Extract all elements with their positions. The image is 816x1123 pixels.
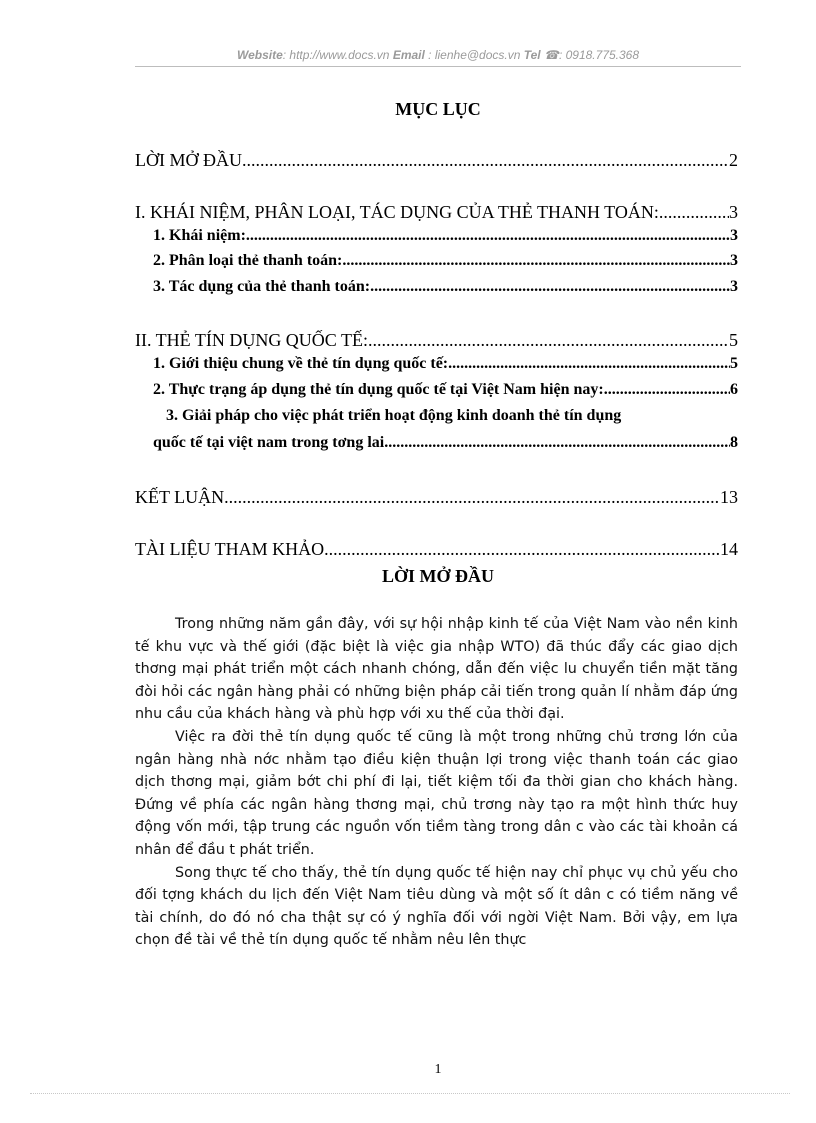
toc-entry-1-2[interactable]: 2. Phân loại thẻ thanh toán: ..... 3 <box>153 252 738 270</box>
toc-entry-2-2[interactable]: 2. Thực trạng áp dụng thẻ tín dụng quốc tế tại Việt Nam hiện nay: ..... 6 <box>153 381 738 399</box>
tel-label: Tel <box>523 48 541 62</box>
email-label: Email <box>392 48 425 62</box>
toc-leader <box>368 330 729 351</box>
page-number: 1 <box>434 1062 442 1077</box>
toc-leader <box>370 278 730 296</box>
tel-value: ☎: 0918.775.368 <box>544 48 640 62</box>
toc-leader <box>224 487 720 508</box>
toc-leader <box>242 150 729 171</box>
email-value: : lienhe@docs.vn <box>428 48 521 62</box>
toc-leader <box>604 381 730 399</box>
website-value: : http://www.docs.vn <box>282 48 390 62</box>
toc-leader <box>324 539 720 560</box>
paragraph: Việc ra đời thẻ tín dụng quốc tế cũng là một trong những chủ trơng lớn của ngân hàng nhà nớc nhằm tạo điều kiện thuận lợi trong việc thanh toán các giao dịch thơng mại, giảm bớt chi phí đi lại, tiết kiệm tối đa thời gian cho khách hàng. Đứng về phía các ngân hàng thơng mại, chủ trơng này tạo ra một hình thức huy động vốn mới, tập trung các nguồn vốn tiềm tàng trong dân c vào các tài khoản cá nhân để đầu t phát triển. <box>135 728 738 858</box>
toc-entry-2-1[interactable]: 1. Giới thiệu chung về thẻ tín dụng quốc tế: ..... 5 <box>153 355 738 373</box>
toc-entry-2-3[interactable]: quốc tế tại việt nam trong tơng lai ..... 8 <box>153 434 738 452</box>
toc-entry-2-3-line1[interactable]: 3. Giải pháp cho việc phát triển hoạt động kinh doanh thẻ tín dụng <box>166 407 622 424</box>
paragraph: Trong những năm gần đây, với sự hội nhập kinh tế của Việt Nam vào nền kinh tế khu vực và thế giới (đặc biệt là việc gia nhập WTO) đã thúc đẩy các giao dịch thơng mại phát triển một cách nhanh chóng, dẫn đến việc lu chuyển tiền mặt tăng đòi hỏi các ngân hàng phải có những biện pháp cải tiến trong quản lí nhằm đáp ứng nhu cầu của khách hàng và phù hợp với xu thế của thời đại. <box>135 616 738 723</box>
toc-entry-section-1[interactable]: I. KHÁI NIỆM, PHÂN LOẠI, TÁC DỤNG CỦA THẺ THANH TOÁN: ..... 3 <box>135 202 738 223</box>
toc-leader <box>659 202 729 223</box>
toc-leader <box>384 434 730 452</box>
toc-title: MỤC LỤC <box>395 99 481 119</box>
paragraph: Song thực tế cho thấy, thẻ tín dụng quốc tế hiện nay chỉ phục vụ chủ yếu cho đối tợng khách du lịch đến Việt Nam tiêu dùng và một số ít dân c có tiềm năng về tài chính, do đó nó cha thật sự có ý nghĩa đối với ngời Việt Nam. Bởi vậy, em lựa chọn đề tài về thẻ tín dụng quốc tế nhằm nêu lên thực <box>135 864 738 949</box>
toc-entry-conclusion[interactable]: KẾT LUẬN ..... 13 <box>135 487 738 508</box>
website-label: Website <box>236 48 283 62</box>
section-title: LỜI MỞ ĐẦU <box>382 566 494 586</box>
toc-entry-section-2[interactable]: II. THẺ TÍN DỤNG QUỐC TẾ: ..... 5 <box>135 330 738 351</box>
toc-entry-references[interactable]: TÀI LIỆU THAM KHẢO ..... 14 <box>135 539 738 560</box>
toc-leader <box>342 252 730 270</box>
toc-entry-1-3[interactable]: 3. Tác dụng của thẻ thanh toán: ..... 3 <box>153 278 738 296</box>
toc-leader <box>448 355 730 373</box>
toc-entry-1-1[interactable]: 1. Khái niệm: ..... 3 <box>153 227 738 245</box>
toc-leader <box>246 227 730 245</box>
toc-entry-intro[interactable]: LỜI MỞ ĐẦU ..... 2 <box>135 150 738 171</box>
body-text <box>135 613 738 952</box>
footer-divider <box>30 1093 790 1094</box>
page-header <box>135 48 741 62</box>
header-divider <box>135 66 741 67</box>
